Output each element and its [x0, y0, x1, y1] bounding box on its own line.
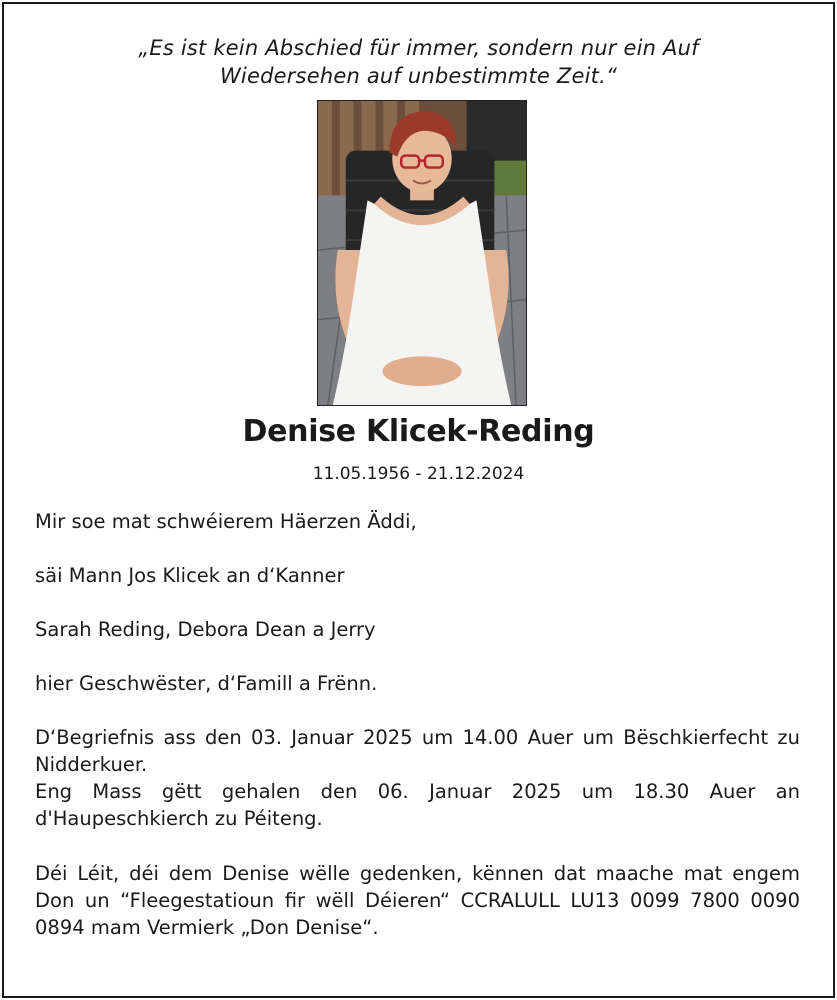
mourner-line-4: hier Geschwëster, d‘Famill a Frënn. — [35, 672, 378, 695]
quote-line-1: „Es ist kein Abschied für immer, sondern nur ein Auf — [138, 36, 699, 60]
mass-info: Eng Mass gëtt gehalen den 06. Januar 2025 um 18.30 Auer an d'Haupeschkierch zu Péiteng. — [35, 780, 800, 830]
obituary-notice — [2, 2, 835, 998]
portrait-photo-icon — [318, 101, 526, 405]
mourner-line-1: Mir soe mat schwéierem Häerzen Äddi, — [35, 510, 417, 533]
burial-info: D‘Begriefnis ass den 03. Januar 2025 um 14.00 Auer um Bëschkierfecht zu Nidderkuer. — [35, 726, 800, 776]
mourner-line-3: Sarah Reding, Debora Dean a Jerry — [35, 618, 376, 641]
donation-info: Déi Léit, déi dem Denise wëlle gedenken, kënnen dat maache mat engem Don un “Fleegestatioun fir wëll Déieren“ CCRALULL LU13 0099 7800 0090 0894 mam Vermierk „Don Denise“. — [35, 862, 800, 939]
mourner-line-2: säi Mann Jos Klicek an d‘Kanner — [35, 564, 345, 587]
memorial-quote — [64, 34, 773, 90]
portrait-photo — [317, 100, 527, 406]
deceased-name: Denise Klicek-Reding — [242, 414, 595, 449]
life-dates: 11.05.1956 - 21.12.2024 — [312, 464, 525, 484]
quote-line-2: Wiedersehen auf unbestimmte Zeit.“ — [219, 64, 618, 88]
